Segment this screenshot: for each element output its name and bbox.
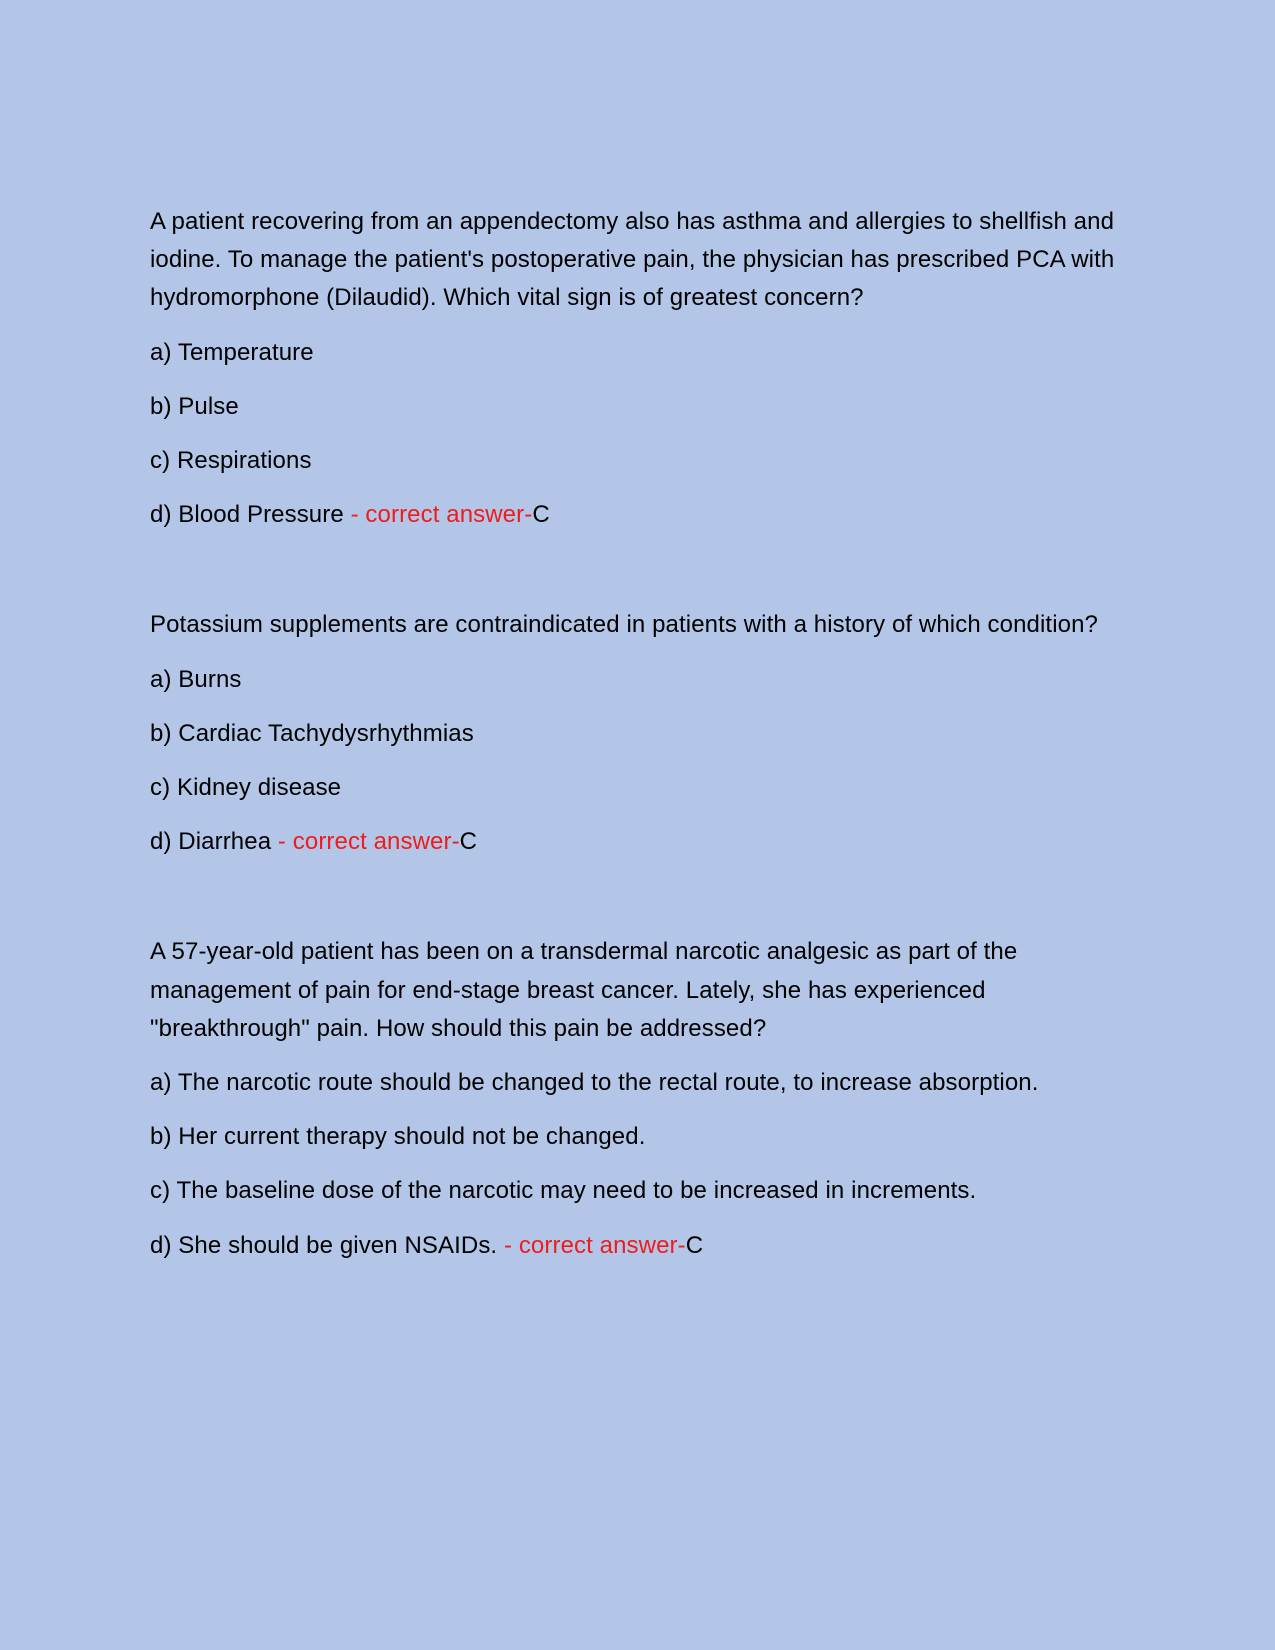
correct-answer-value: C — [459, 828, 478, 856]
option-d: d) Diarrhea — [150, 828, 272, 856]
option-d-with-answer — [150, 823, 1125, 861]
option-d: d) Blood Pressure — [150, 501, 344, 529]
correct-answer-value: C — [532, 501, 550, 529]
correct-answer-value: C — [685, 1231, 704, 1259]
correct-answer-label: - correct answer- — [497, 1231, 686, 1259]
question-text: Potassium supplements are contraindicated in patients with a history of which condition? — [150, 611, 1098, 639]
option-d: d) She should be given NSAIDs. — [150, 1231, 498, 1259]
option-c: c) Respirations — [150, 447, 312, 475]
question-text: A patient recovering from an appendectomy also has asthma and allergies to shellfish and iodine. To manage the patient's postoperative pain, the physician has prescribed PCA with hydromorphone (Dilaudid). Which vital sign is of greatest concern? — [150, 208, 1115, 312]
option-a: a) Burns — [150, 665, 242, 693]
option-d-with-answer — [150, 496, 1125, 534]
option-c: c) Kidney disease — [150, 774, 342, 802]
option-b: b) Cardiac Tachydysrhythmias — [150, 719, 474, 747]
option-a: a) The narcotic route should be changed to the rectal route, to increase absorption. — [150, 1069, 1039, 1097]
correct-answer-label: - correct answer- — [271, 828, 460, 856]
question-text: A 57-year-old patient has been on a transdermal narcotic analgesic as part of the management of pain for end-stage breast cancer. Lately, she has experienced "breakthrough" pain. How should this pain be addressed? — [150, 938, 1018, 1042]
correct-answer-label: - correct answer- — [343, 501, 533, 529]
option-d-with-answer — [150, 1227, 1125, 1265]
option-c: c) The baseline dose of the narcotic may need to be increased in increments. — [150, 1177, 977, 1205]
option-a: a) Temperature — [150, 338, 314, 366]
question-2 — [150, 606, 1125, 861]
document-page — [150, 203, 1125, 1281]
question-3 — [150, 933, 1125, 1264]
question-1 — [150, 203, 1125, 534]
option-b: b) Her current therapy should not be changed. — [150, 1123, 646, 1151]
option-b: b) Pulse — [150, 392, 239, 420]
